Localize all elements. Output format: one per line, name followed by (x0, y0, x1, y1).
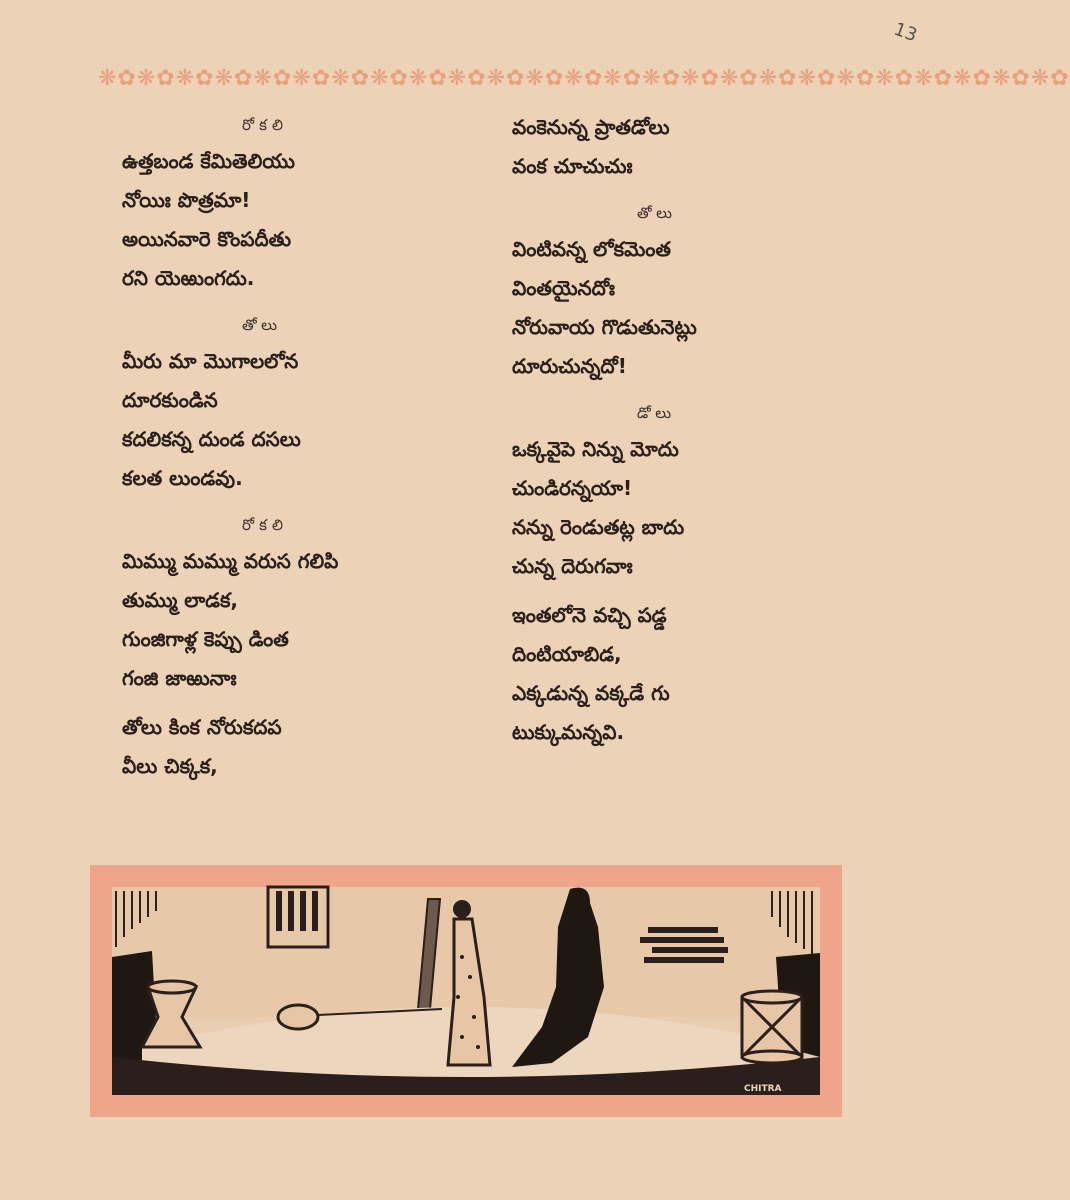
illustration-frame (90, 865, 842, 1117)
verse-line: గంజి జాఱునాః (122, 666, 237, 690)
verse-line: టుక్కుమన్నవి. (512, 720, 625, 744)
illustration-scene (112, 887, 820, 1095)
verse-line: మీరు మా మొగాలలోన (122, 349, 299, 373)
speaker-name: తోలు (242, 316, 282, 334)
verse-line: నన్ను రెండుతట్ల బాదు (512, 515, 685, 539)
verse-line: వింటివన్న లోకమెంత (512, 237, 671, 261)
stanza (122, 308, 452, 498)
stanza (512, 596, 842, 752)
stanza (512, 196, 842, 386)
verse-line: దింటియాబిడ, (512, 642, 622, 666)
verse-line: ఇంతలోనె వచ్చి పడ్డ (512, 603, 667, 627)
verse-line: దూరకుండిన (122, 388, 218, 412)
verse-line: నోరువాయ గొడుతునెట్లు (512, 315, 697, 339)
verse-line: తుమ్ము లాడక, (122, 588, 239, 612)
verse-line: కదలికన్న దుండ దసలు (122, 427, 301, 451)
speaker-name: రోకలి (242, 116, 288, 134)
page-number: 13 (891, 18, 920, 47)
verse-line: అయినవారె కొంపదీతు (122, 227, 292, 251)
verse-line: వంకెనున్న ప్రాతడోలు (512, 115, 670, 139)
stanza (512, 396, 842, 586)
verse-line: వీలు చిక్కక, (122, 754, 218, 778)
verse-line: నోయిః పొత్రమా! (122, 188, 251, 212)
stanza (512, 108, 842, 186)
illustration-signature: CHITRA (744, 1084, 782, 1094)
verse-line: వింతయైనదోః (512, 276, 615, 300)
speaker-name: రోకలి (242, 516, 288, 534)
stanza (122, 708, 452, 786)
verse-line: దూరుచున్నదో! (512, 354, 627, 378)
verse-line: తోలు కింక నోరుకదప (122, 715, 282, 739)
verse-line: వంక చూచుచుః (512, 154, 633, 178)
verse-line: మిమ్ము మమ్ము వరుస గలిపి (122, 549, 339, 573)
verse-line: కలత లుండవు. (122, 466, 243, 490)
right-column (512, 108, 842, 762)
speaker-name: తోలు (637, 204, 677, 222)
verse-line: చున్న దెరుగవాః (512, 554, 633, 578)
verse-line: ఎక్కడున్న వక్కడే గు (512, 681, 670, 705)
verse-line: గుంజిగాళ్ల కెప్పు డింత (122, 627, 289, 651)
verse-line: ఒక్కవైపె నిన్ను మోదు (512, 437, 679, 461)
speaker-name: డోలు (637, 404, 677, 422)
decorative-border (98, 66, 1070, 92)
border-pattern: ❋✿❋✿❋✿❋✿❋✿❋✿❋✿❋✿❋✿❋✿❋✿❋✿❋✿❋✿❋✿❋✿❋✿❋✿❋✿❋✿❋✿❋✿❋✿❋✿❋✿ (98, 66, 1070, 91)
verse-line: ఉత్తబండ కేమితెలియు (122, 149, 295, 173)
stanza (122, 508, 452, 698)
stanza (122, 108, 452, 298)
verse-line: చుండిరన్నయా! (512, 476, 633, 500)
verse-line: రని యెఱుంగదు. (122, 266, 255, 290)
left-column (122, 108, 452, 796)
